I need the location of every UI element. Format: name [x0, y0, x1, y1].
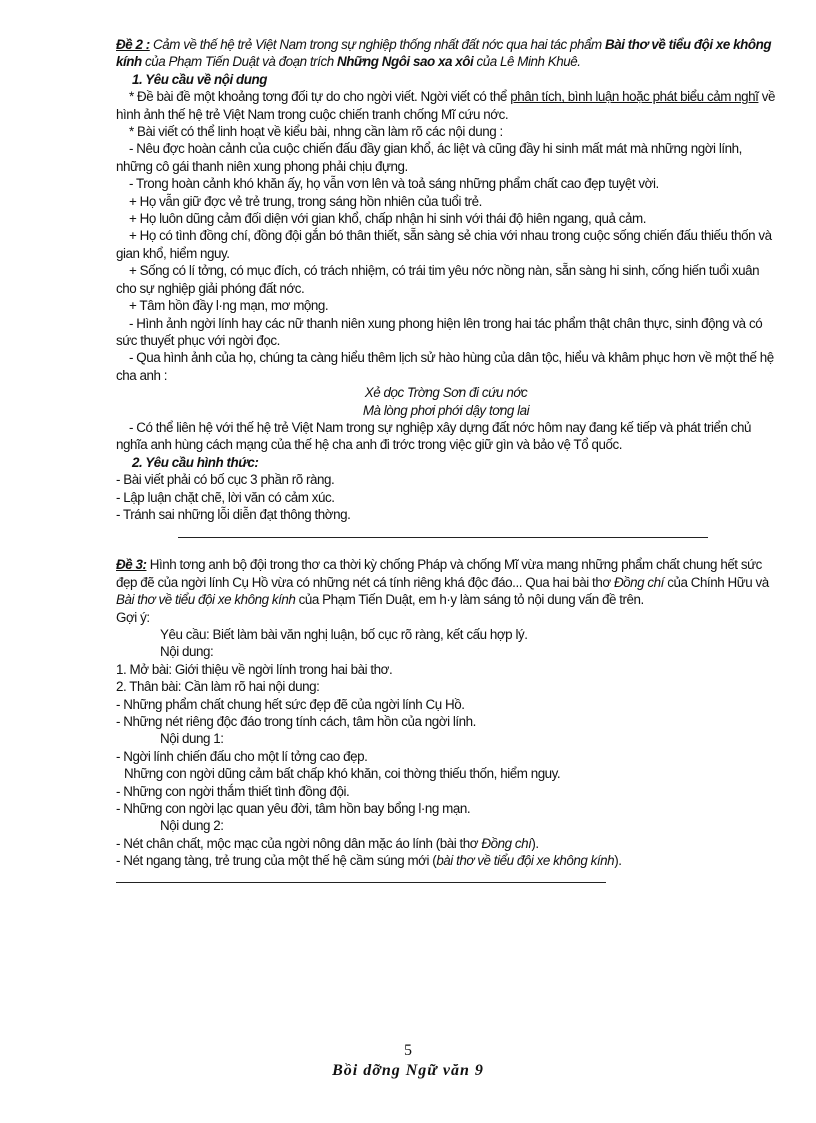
de3-content-label: Nội dung: [160, 644, 214, 660]
page-number: 5 [404, 1042, 412, 1059]
de2-paragraph: + Họ vẫn giữ đợc vẻ trẻ trung, trong sáng hồn nhiên của tuổi trẻ. [129, 193, 482, 209]
de3-hint-label: Gợi ý: [116, 609, 150, 625]
de2-heading-content: 1. Yêu cầu về nội dung [132, 71, 267, 87]
de3-content-2-label: Nội dung 2: [160, 818, 224, 834]
underlined-phrase: phân tích, bình luận hoặc phát biểu cảm nghĩ [510, 89, 759, 105]
de3-outline-item: - Những phẩm chất chung hết sức đẹp đẽ của ngời lính Cụ Hồ. [116, 696, 465, 712]
de2-form-item: - Lập luận chặt chẽ, lời văn có cảm xúc. [116, 489, 335, 505]
de2-paragraph: + Sống có lí tởng, có mục đích, có trách nhiệm, có trái tim yêu nớc nồng nàn, sẵn sàng hi sinh, cống hiến tuổi xuân cho sự nghiệp giải phóng đất nớc. [116, 263, 760, 296]
de3-work2: Bài thơ về tiểu đội xe không kính [116, 592, 296, 608]
de3-outline-item: 1. Mở bài: Giới thiệu về ngời lính trong hai bài thơ. [116, 661, 393, 677]
de3-outline-item: Những con ngời dũng cảm bất chấp khó khăn, coi thờng thiếu thốn, hiểm nguy. [124, 766, 561, 782]
de2-paragraph: + Tâm hồn đầy l·ng mạn, mơ mộng. [129, 298, 329, 314]
de2-form-item: - Tránh sai những lỗi diễn đạt thông thờng. [116, 506, 351, 522]
de3-outline-item: - Những nét riêng độc đáo trong tính cách, tâm hồn của ngời lính. [116, 714, 476, 730]
de3-work1: Đồng chí [613, 574, 664, 590]
de2-form-item: - Bài viết phải có bố cục 3 phần rõ ràng. [116, 472, 335, 488]
de2-heading-form: 2. Yêu cầu hình thức: [132, 454, 259, 470]
de3-outline-item: - Ngời lính chiến đấu cho một lí tởng cao đẹp. [116, 748, 368, 764]
de2-paragraph: - Hình ảnh ngời lính hay các nữ thanh niên xung phong hiện lên trong hai tác phẩm thật chân thực, sinh động và có sức thuyết phục với ngời đọc. [116, 315, 763, 348]
de2-paragraph: - Có thể liên hệ với thế hệ trẻ Việt Nam trong sự nghiệp xây dựng đất nớc hôm nay đang kế tiếp và phát triển chủ nghĩa anh hùng cách mạng của thế hệ cha anh đi trớc trong việc giữ gìn và bảo vệ Tổ quốc. [116, 419, 752, 453]
de3-content-1-label: Nội dung 1: [160, 731, 224, 747]
de2-paragraph: + Họ có tình đồng chí, đồng đội gắn bó thân thiết, sẵn sàng sẻ chia với nhau trong cuộc sống chiến đấu thiếu thốn và gian khổ, hiểm nguy. [116, 228, 772, 261]
de3-label: Đề 3: [116, 557, 147, 573]
de2-paragraph: * Đề bài đề một khoảng tơng đối tự do cho ngời viết. Ngời viết có thể phân tích, bình luận hoặc phát biểu cảm nghĩ về hình ảnh thế hệ trẻ Việt Nam trong cuộc chiến tranh chống Mĩ cứu nớc. [116, 89, 775, 122]
de2-work1: Bài thơ về tiểu đội xe không kính [116, 37, 772, 70]
footer-title: Bồi dỡng Ngữ văn 9 [332, 1062, 484, 1079]
verse-line: Mà lòng phơi phới dậy tơng lai [362, 402, 530, 418]
de2-label: Đề 2 : [116, 37, 150, 52]
document-page [116, 36, 776, 883]
de3-intro: Đề 3: Hình tơng anh bộ đội trong thơ ca thời kỳ chống Pháp và chống Mĩ vừa mang những phẩm chất chung hết sức đẹp đẽ của ngời lính Cụ Hồ vừa có những nét cá tính riêng khá độc đáo... Qua hai bài thơ Đồng chí của Chính Hữu và Bài thơ về tiểu đội xe không kính của Phạm Tiến Duật, em h·y làm sáng tỏ nội dung vấn đề trên. [116, 557, 769, 608]
de2-work2: Những Ngôi sao xa xôi [336, 54, 474, 70]
verse-line: Xẻ dọc Trờng Sơn đi cứu nớc [364, 385, 528, 401]
de3-outline-item: 2. Thân bài: Cần làm rõ hai nội dung: [116, 679, 320, 695]
de2-paragraph: - Trong hoàn cảnh khó khăn ấy, họ vẫn vơn lên và toả sáng những phẩm chất cao đẹp tuyệt vời. [129, 176, 659, 192]
de2-paragraph: * Bài viết có thể linh hoạt về kiểu bài, nhng cần làm rõ các nội dung : [129, 124, 503, 140]
de3-outline-item: - Nét chân chất, mộc mạc của ngời nông dân mặc áo lính (bài thơ Đồng chí). [116, 835, 539, 851]
de2-paragraph: - Nêu đợc hoàn cảnh của cuộc chiến đấu đầy gian khổ, ác liệt và cũng đầy hi sinh mất mát mà những ngời lính, những cô gái thanh niên xung phong phải chịu đựng. [116, 141, 742, 174]
bottom-divider [116, 882, 606, 883]
de2-paragraph: + Họ luôn dũng cảm đối diện với gian khổ, chấp nhận hi sinh với thái độ hiên ngang, quả cảm. [129, 211, 646, 227]
de3-outline-item: - Những con ngời lạc quan yêu đời, tâm hồn bay bổng l·ng mạn. [116, 801, 471, 817]
de3-requirement: Yêu cầu: Biết làm bài văn nghị luận, bố cục rõ ràng, kết cấu hợp lý. [160, 627, 528, 642]
de2-paragraph: - Qua hình ảnh của họ, chúng ta càng hiểu thêm lịch sử hào hùng của dân tộc, hiểu và khâm phục hơn về một thế hệ cha anh : [116, 350, 774, 383]
de2-intro: Đề 2 : Cảm về thế hệ trẻ Việt Nam trong sự nghiệp thống nhất đất nớc qua hai tác phẩm Bài thơ về tiểu đội xe không kính của Phạm Tiến Duật và đoạn trích Những Ngôi sao xa xôi của Lê Minh Khuê. [116, 37, 772, 70]
de3-outline-item: - Nét ngang tàng, trẻ trung của một thế hệ cầm súng mới (bài thơ về tiểu đội xe không kính). [116, 853, 622, 869]
de3-outline-item: - Những con ngời thắm thiết tình đồng đội. [116, 783, 350, 799]
